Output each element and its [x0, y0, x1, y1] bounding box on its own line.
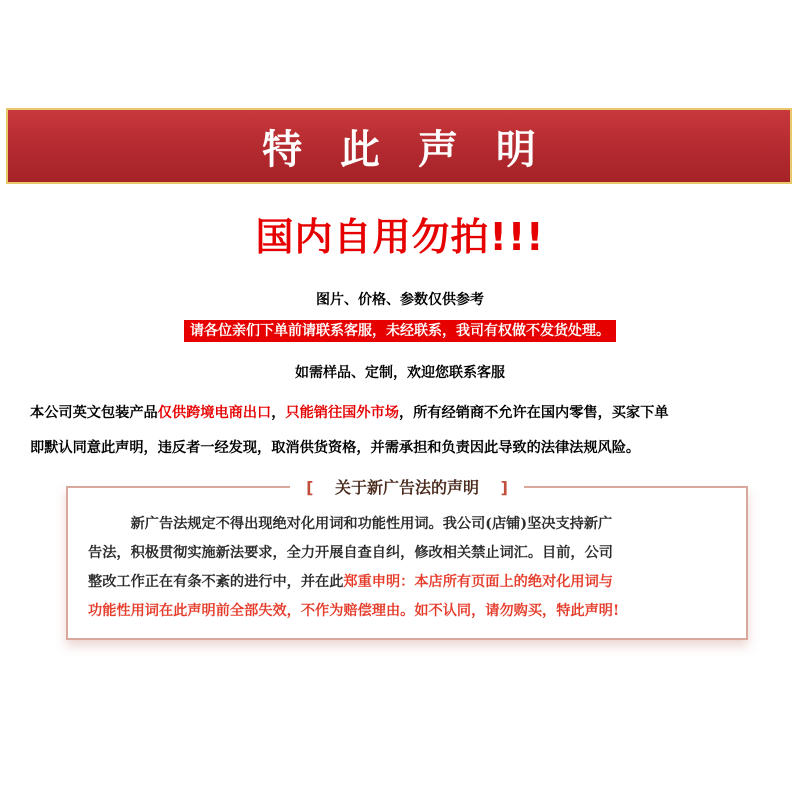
declaration-highlight: 仅供跨境电商出口 — [157, 405, 272, 421]
notice-heading — [68, 475, 746, 498]
notice-line-4: 功能性用词在此声明前全部失效，不作为赔偿理由。如不认同，请勿购买，特此声明! — [88, 603, 620, 619]
declaration-line-2: 即默认同意此声明，违反者一经发现，取消供货资格，并需承担和负责因此导致的法律法规风险。 — [30, 440, 641, 456]
sample-note: 如需样品、定制，欢迎您联系客服 — [295, 365, 505, 381]
notice-highlight: 郑重申明：本店所有页面上的绝对化用词与 — [343, 574, 613, 590]
banner-title: 特 此 声 明 — [262, 126, 548, 173]
notice-line-3 — [88, 568, 738, 597]
reference-note: 图片、价格、参数仅供参考 — [316, 292, 484, 308]
contact-notice-text: 请各位亲们下单前请联系客服，未经联系，我司有权做不发货处理。 — [184, 320, 616, 342]
declaration-highlight: 只能销往国外市场 — [285, 405, 399, 421]
contact-notice — [0, 320, 800, 340]
declaration-text: ，所有经销商不允许在国内零售，买家下单 — [398, 405, 669, 421]
bracket-open: [ — [298, 478, 321, 497]
notice-line-1 — [88, 510, 738, 539]
declaration-text: 本公司英文包装产品 — [30, 405, 158, 421]
declaration-text: ， — [271, 405, 286, 421]
notice-text: 整改工作正在有条不紊的进行中，并在此 — [88, 574, 344, 590]
header-banner — [6, 108, 792, 184]
declaration-line-1 — [30, 396, 790, 431]
export-declaration — [30, 396, 790, 466]
notice-heading-text: 关于新广告法的声明 — [327, 478, 487, 497]
notice-body — [88, 510, 738, 626]
ad-law-notice — [66, 478, 748, 640]
notice-line-2: 告法，积极贯彻实施新法要求，全力开展自查自纠，修改相关禁止词汇。目前，公司 — [88, 545, 613, 561]
domestic-warning: 国内自用勿拍!!! — [255, 215, 545, 259]
notice-text: 新广告法规定不得出现绝对化用词和功能性用词。我公司(店铺)坚决支持新广 — [130, 516, 613, 532]
bracket-close: ] — [493, 478, 516, 497]
